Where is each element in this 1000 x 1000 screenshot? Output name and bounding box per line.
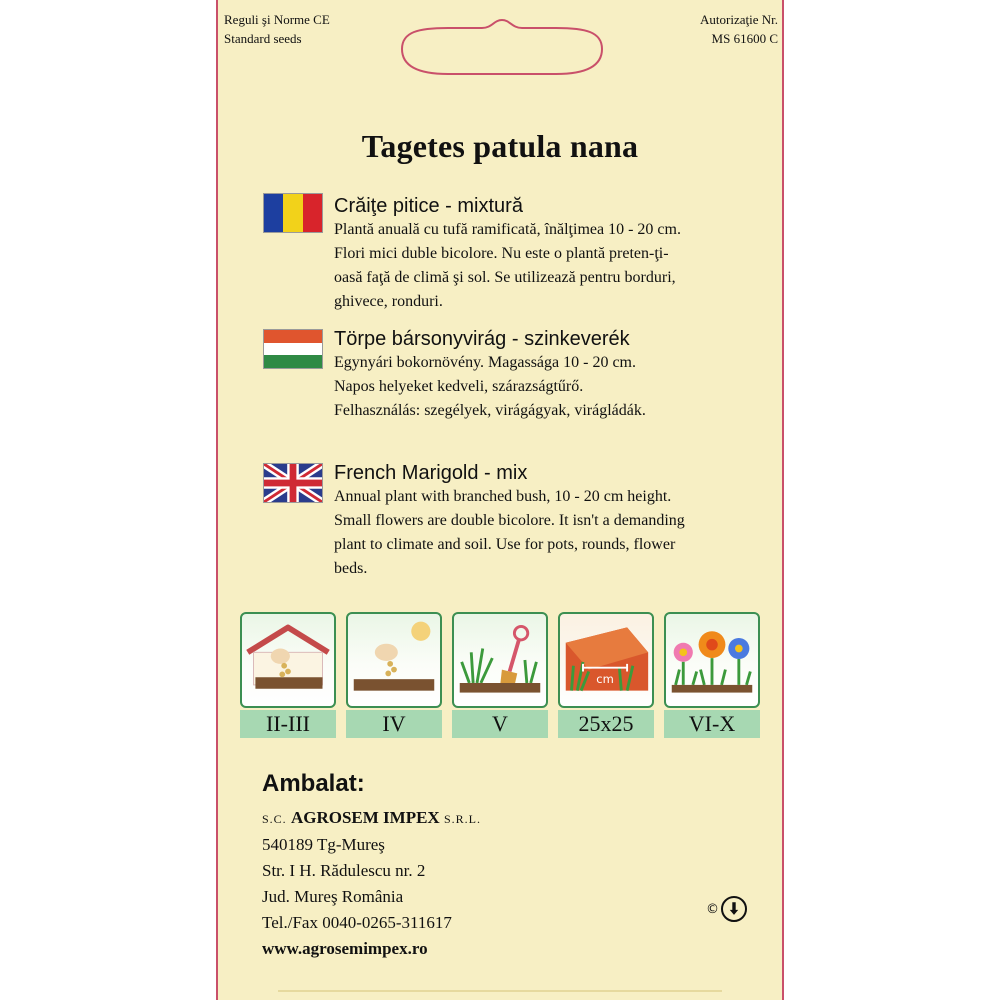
authorization-line-1: Autorizaţie Nr. — [700, 12, 778, 27]
text-line: Napos helyeket kedveli, szárazságtűrő. — [334, 378, 584, 395]
icon-cell-spacing — [558, 612, 654, 740]
transplanting-icon — [454, 614, 546, 706]
hanger-hole-icon — [378, 18, 626, 80]
uk-flag-icon — [264, 464, 322, 502]
authorization-line-2: MS 61600 C — [711, 31, 778, 46]
description-english — [334, 461, 778, 581]
packaging-symbols — [706, 896, 747, 922]
heading-hungarian: Törpe bársonyvirág - szinkeverék — [334, 328, 630, 350]
heading-romanian: Crăiţe pitice - mixtură — [334, 195, 523, 217]
company-suffix: S.R.L. — [443, 812, 481, 826]
heading-english: French Marigold - mix — [334, 462, 528, 484]
company-name: AGROSEM IMPEX — [290, 808, 440, 827]
text-line: Small flowers are double bicolore. It isn't a demanding — [334, 512, 685, 529]
icon-label-flowering: VI-X — [664, 710, 760, 738]
copyright-symbol: © — [706, 901, 719, 917]
icon-cell-flowering — [664, 612, 760, 740]
text-line: Plantă anuală cu tufă ramificată, înălţimea 10 - 20 cm. — [334, 221, 681, 238]
cultivation-icons — [240, 612, 762, 740]
recycle-arrow-icon — [721, 896, 747, 922]
icon-cell-outdoor — [346, 612, 442, 740]
text-line: Annual plant with branched bush, 10 - 20 cm height. — [334, 488, 672, 505]
icon-cell-greenhouse — [240, 612, 336, 740]
authorization-note — [700, 10, 778, 48]
flowering-icon — [666, 614, 758, 706]
spacing-icon — [560, 614, 652, 706]
romania-flag-icon — [264, 194, 322, 232]
street-line: Str. I H. Rădulescu nr. 2 — [262, 861, 426, 880]
icon-cell-transplant — [452, 612, 548, 740]
text-line: oasă faţă de climă şi sol. Se utilizează pentru borduri, — [334, 269, 676, 286]
icon-label-greenhouse: II-III — [240, 710, 336, 738]
seed-packet-back — [216, 0, 784, 1000]
company-prefix: S.C. — [262, 812, 287, 826]
text-line: ghivece, ronduri. — [334, 293, 443, 310]
packer-heading: Ambalat: — [262, 770, 365, 797]
packer-address — [262, 805, 481, 962]
website-link[interactable]: www.agrosemimpex.ro — [262, 939, 428, 958]
text-line: Egynyári bokornövény. Magassága 10 - 20 cm. — [334, 354, 636, 371]
description-romanian — [334, 194, 778, 314]
company-line — [262, 805, 481, 832]
regulation-line-1: Reguli şi Norme CE — [224, 12, 330, 27]
outdoor-sowing-icon — [348, 614, 440, 706]
bottom-divider — [278, 990, 722, 992]
icon-label-spacing: 25x25 — [558, 710, 654, 738]
greenhouse-sowing-icon — [242, 614, 334, 706]
hungary-flag-icon — [264, 330, 322, 368]
postal-line: 540189 Tg-Mureş — [262, 835, 385, 854]
product-title: Tagetes patula nana — [361, 128, 639, 164]
spacing-unit-label: cm — [596, 672, 614, 686]
icon-label-transplant: V — [452, 710, 548, 738]
text-line: beds. — [334, 560, 368, 577]
icon-label-outdoor: IV — [346, 710, 442, 738]
regulation-line-2: Standard seeds — [224, 31, 302, 46]
text-line: Flori mici duble bicolore. Nu este o plantă preten-ţi- — [334, 245, 669, 262]
text-line: plant to climate and soil. Use for pots, rounds, flower — [334, 536, 676, 553]
text-line: Felhasználás: szegélyek, virágágyak, virágládák. — [334, 402, 646, 419]
county-line: Jud. Mureş România — [262, 887, 404, 906]
regulation-note — [224, 10, 330, 48]
phone-line: Tel./Fax 0040-0265-311617 — [262, 913, 452, 932]
description-hungarian — [334, 327, 778, 423]
